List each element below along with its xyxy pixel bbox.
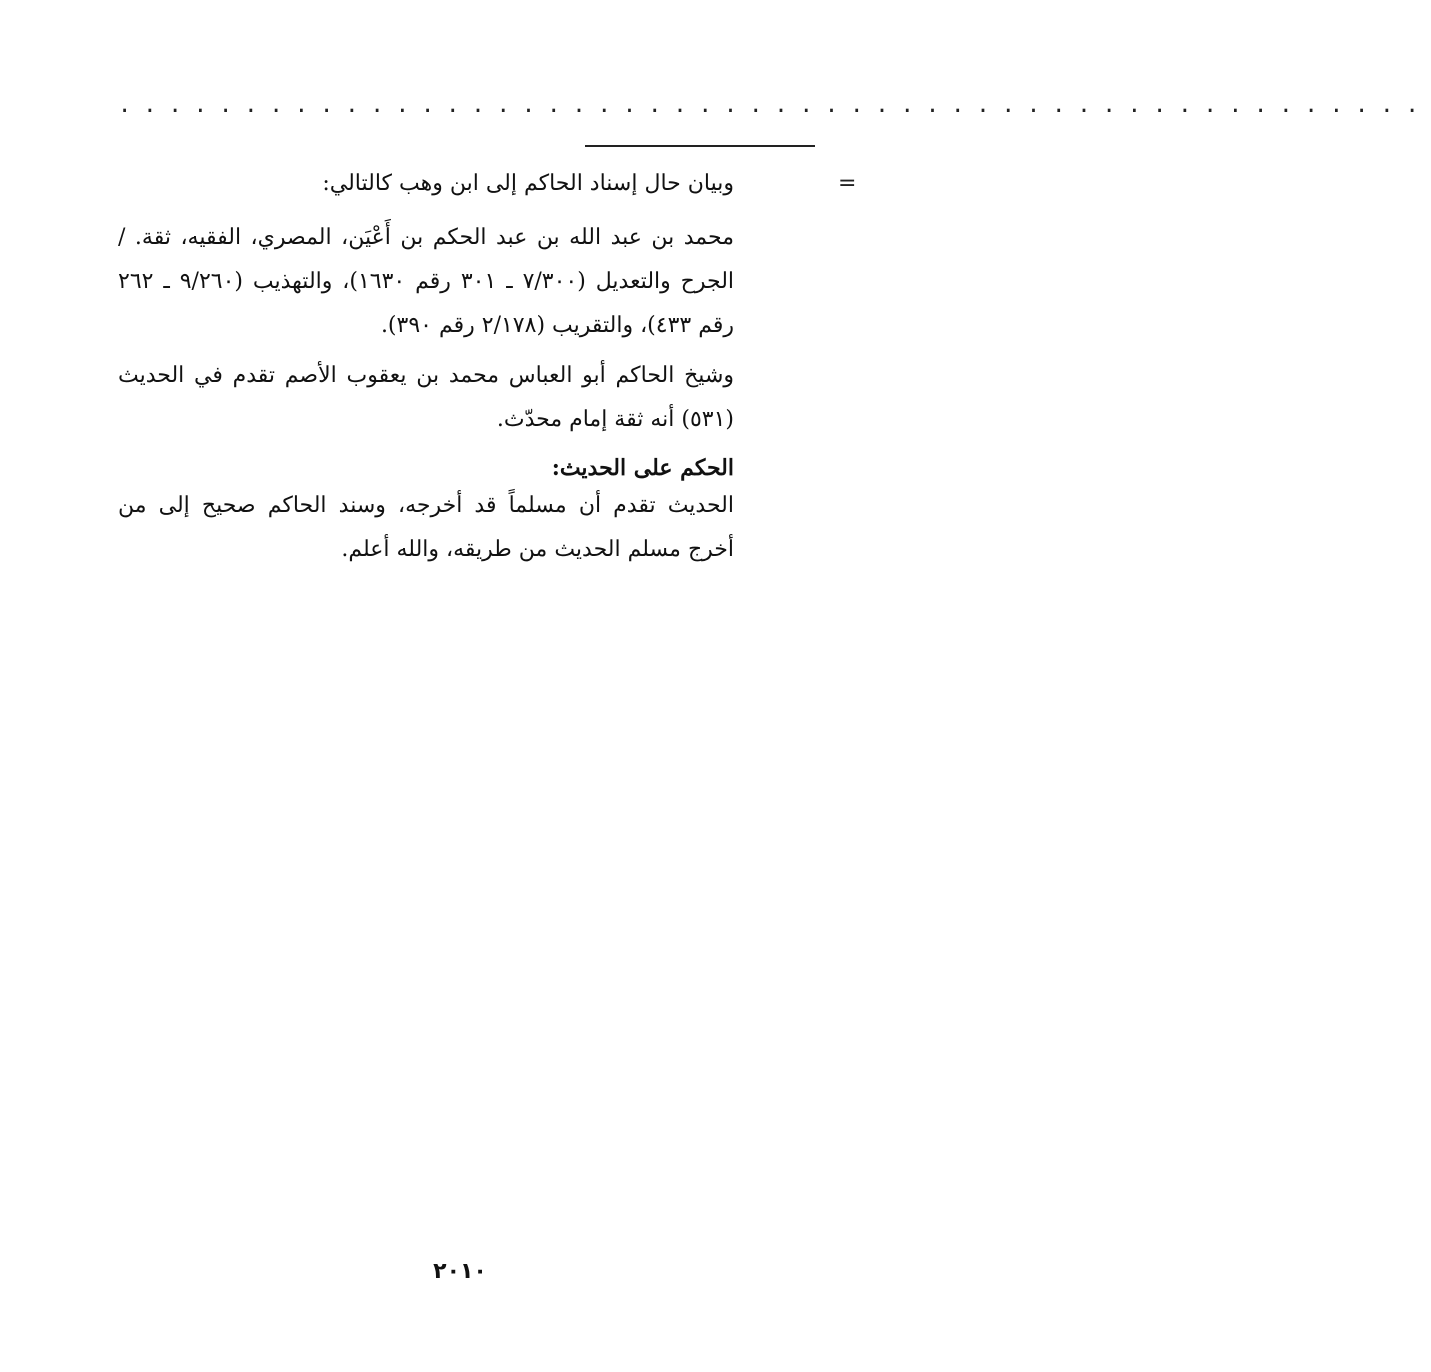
section-heading: الحكم على الحديث: bbox=[551, 455, 734, 481]
continuation-mark: = bbox=[838, 171, 857, 196]
paragraph-ruling: الحديث تقدم أن مسلماً قد أخرجه، وسند الحاكم صحيح إلى من أخرج مسلم الحديث من طريقه، والله أعلم. bbox=[118, 493, 734, 562]
dotted-separator: .................................................... bbox=[118, 93, 1431, 118]
page-number: ٢٠١٠ bbox=[433, 1259, 487, 1284]
footnote-rule bbox=[585, 145, 815, 147]
paragraph-narrator-bio: محمد بن عبد الله بن عبد الحكم بن أَعْيَن، المصري، الفقيه، ثقة. / الجرح والتعديل (٧/٣٠٠ ـ ٣٠١ رقم ١٦٣٠)، والتهذيب (٩/٢٦٠ ـ ٢٦٢ رقم ٤٣٣)، والتقريب (٢/١٧٨ رقم ٣٩٠). bbox=[118, 225, 735, 338]
paragraph-isnad-intro: وبيان حال إسناد الحاكم إلى ابن وهب كالتالي: bbox=[322, 171, 734, 196]
paragraph-hakim-sheikh: وشيخ الحاكم أبو العباس محمد بن يعقوب الأصم تقدم في الحديث (٥٣١) أنه ثقة إمام محدّث. bbox=[118, 363, 734, 432]
